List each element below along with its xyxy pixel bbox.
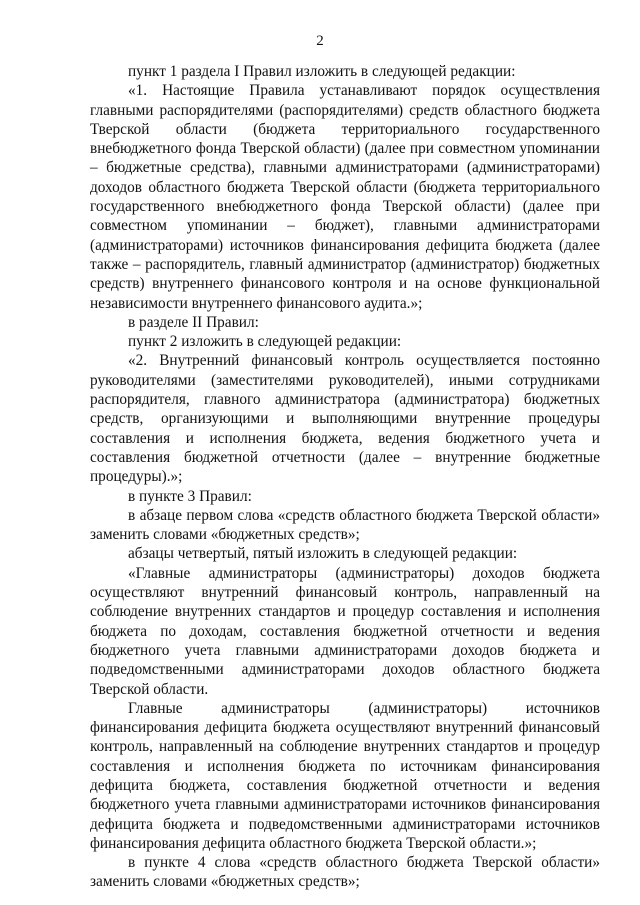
document-body bbox=[90, 62, 600, 892]
paragraph-point-1-text: «1. Настоящие Правила устанавливают порядок осуществления главными распорядителями (распорядителями) средств областного бюджета Тверской области (бюджета территориального государственного внебюджетного фонда Тверской области) (далее при совместном упоминании – бюджетные средства), главными администраторами (администраторами) доходов областного бюджета Тверской области (бюджета территориального государственного внебюджетного фонда Тверской области) (далее при совместном упоминании – бюджет), главными администраторами (администраторами) источников финансирования дефицита бюджета (далее также – распорядитель, главный администратор (администратор) бюджетных средств) внутреннего финансового контроля и на основе функциональной независимости внутреннего финансового аудита.»; bbox=[90, 82, 600, 312]
paragraph-deficit-administrators: Главные администраторы (администраторы) источников финансирования дефицита бюджета осуществляют внутренний финансовый контроль, направленный на соблюдение внутренних стандартов и процедур составления и исполнения бюджета по источникам финансирования дефицита бюджета, составления бюджетной отчетности и ведения бюджетного учета главными администраторами источников финансирования дефицита бюджета и подведомственными администраторами источников финансирования дефицита областного бюджета Тверской области.»; bbox=[90, 699, 600, 852]
paragraph-point-2-intro: пункт 2 изложить в следующей редакции: bbox=[128, 333, 402, 351]
paragraph-point-3-abzacs-intro: абзацы четвертый, пятый изложить в следующей редакции: bbox=[128, 545, 518, 563]
paragraph-point-3-first-abzac: в абзаце первом слова «средств областного бюджета Тверской области» заменить словами «бюджетных средств»; bbox=[90, 506, 600, 544]
paragraph-point-4: в пункте 4 слова «средств областного бюджета Тверской области» заменить словами «бюджетных средств»; bbox=[90, 854, 600, 891]
paragraph-revenue-administrators: «Главные администраторы (администраторы) доходов бюджета осуществляют внутренний финансовый контроль, направленный на соблюдение внутренних стандартов и процедур составления и исполнения бюджета по доходам, составления бюджетной отчетности и ведения бюджетного учета главными администраторами доходов бюджета и подведомственными администраторами доходов областного бюджета Тверской области. bbox=[90, 564, 600, 698]
paragraph-section-2: в разделе II Правил: bbox=[128, 313, 259, 331]
paragraph-point-1-intro: пункт 1 раздела I Правил изложить в следующей редакции: bbox=[128, 63, 516, 80]
paragraph-point-2-text: «2. Внутренний финансовый контроль осуществляется постоянно руководителями (заместителями руководителей), иными сотрудниками распорядителя, главного администратора (администратора) бюджетных средств, организующими и выполняющими внутренние процедуры составления и исполнения бюджета, ведения бюджетного учета и составления бюджетной отчетности (далее – внутренние бюджетные процедуры).»; bbox=[90, 352, 600, 486]
paragraph-point-3-intro: в пункте 3 Правил: bbox=[128, 487, 252, 505]
page-number: 2 bbox=[316, 33, 324, 49]
